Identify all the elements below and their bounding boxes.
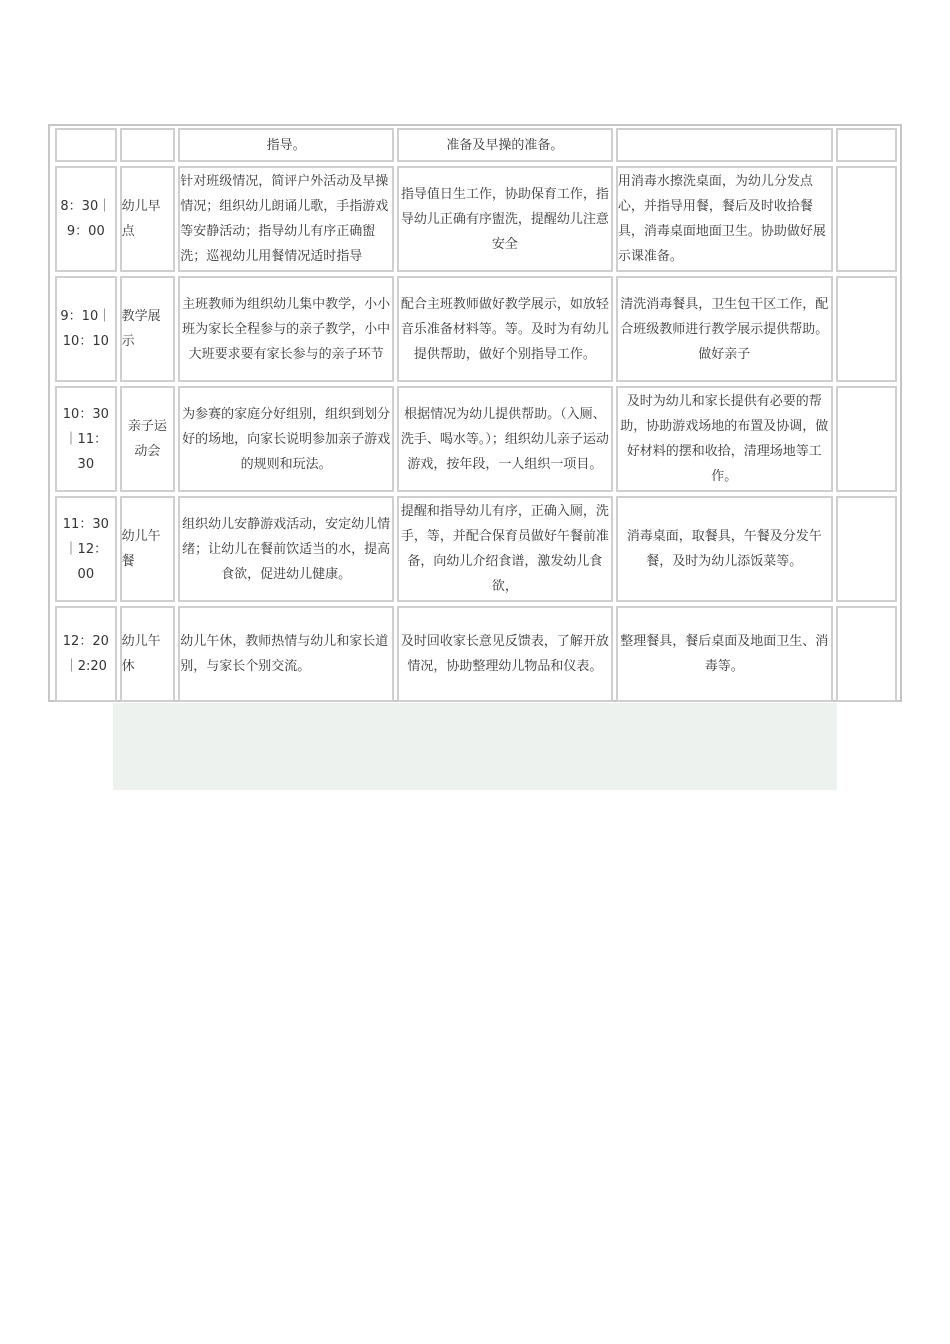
extra-cell: [836, 496, 897, 602]
extra-cell: [836, 606, 897, 702]
table-row: [55, 496, 897, 602]
extra-cell: [836, 166, 897, 272]
activity-cell: 教学展示: [120, 276, 176, 382]
time-cell: [55, 128, 117, 162]
activity-cell: 幼儿早点: [120, 166, 176, 272]
teacher-duty-cell: 幼儿午休，教师热情与幼儿和家长道别，与家长个别交流。: [178, 606, 394, 702]
extra-cell: [836, 276, 897, 382]
time-cell: 9：10｜10：10: [55, 276, 117, 382]
table-row: [55, 276, 897, 382]
caregiver-duty-cell: 消毒桌面，取餐具，午餐及分发午餐，及时为幼儿添饭菜等。: [616, 496, 833, 602]
assistant-duty-cell: 根据情况为幼儿提供帮助。（入厕、洗手、喝水等。）；组织幼儿亲子运动游戏，按年段，一人组织一项目。: [397, 386, 613, 492]
assistant-duty-cell: 及时回收家长意见反馈表，了解开放情况，协助整理幼儿物品和仪表。: [397, 606, 613, 702]
time-cell: 12：20｜2:20: [55, 606, 117, 702]
schedule-table: [52, 128, 900, 702]
teacher-duty-cell: 组织幼儿安静游戏活动，安定幼儿情绪；让幼儿在餐前饮适当的水，提高食欲，促进幼儿健康。: [178, 496, 394, 602]
activity-cell: 幼儿午休: [120, 606, 176, 702]
table-row: [55, 386, 897, 492]
caregiver-duty-cell: 及时为幼儿和家长提供有必要的帮助，协助游戏场地的布置及协调，做好材料的摆和收拾，清理场地等工作。: [616, 386, 833, 492]
teacher-duty-cell: 指导。: [178, 128, 394, 162]
teacher-duty-cell: 针对班级情况，简评户外活动及早操情况；组织幼儿朗诵儿歌，手指游戏等安静活动；指导幼儿有序正确盥洗；巡视幼儿用餐情况适时指导: [178, 166, 394, 272]
time-cell: 11：30｜12：00: [55, 496, 117, 602]
assistant-duty-cell: 配合主班教师做好教学展示，如放轻音乐准备材料等。等。及时为有幼儿提供帮助，做好个别指导工作。: [397, 276, 613, 382]
teacher-duty-cell: 主班教师为组织幼儿集中教学，小小班为家长全程参与的亲子教学，小中大班要求要有家长参与的亲子环节: [178, 276, 394, 382]
assistant-duty-cell: 提醒和指导幼儿有序，正确入厕，洗手，等，并配合保育员做好午餐前准备，向幼儿介绍食谱，激发幼儿食欲，: [397, 496, 613, 602]
extra-cell: [836, 386, 897, 492]
time-cell: 10：30｜11：30: [55, 386, 117, 492]
table-row: [55, 166, 897, 272]
time-cell: 8：30｜9：00: [55, 166, 117, 272]
table-row: [55, 128, 897, 162]
schedule-table-frame: [48, 124, 902, 702]
caregiver-duty-cell: [616, 128, 833, 162]
caregiver-duty-cell: 用消毒水擦洗桌面，为幼儿分发点心，并指导用餐，餐后及时收拾餐具，消毒桌面地面卫生。协助做好展示课准备。: [616, 166, 833, 272]
activity-cell: 亲子运动会: [120, 386, 176, 492]
assistant-duty-cell: 指导值日生工作，协助保育工作，指导幼儿正确有序盥洗，提醒幼儿注意安全: [397, 166, 613, 272]
activity-cell: 幼儿午餐: [120, 496, 176, 602]
assistant-duty-cell: 准备及早操的准备。: [397, 128, 613, 162]
teacher-duty-cell: 为参赛的家庭分好组别，组织到划分好的场地，向家长说明参加亲子游戏的规则和玩法。: [178, 386, 394, 492]
caregiver-duty-cell: 清洗消毒餐具，卫生包干区工作，配合班级教师进行教学展示提供帮助。做好亲子: [616, 276, 833, 382]
activity-cell: [120, 128, 176, 162]
caregiver-duty-cell: 整理餐具，餐后桌面及地面卫生、消毒等。: [616, 606, 833, 702]
extra-cell: [836, 128, 897, 162]
table-row: [55, 606, 897, 702]
blank-shaded-panel: [113, 703, 837, 790]
